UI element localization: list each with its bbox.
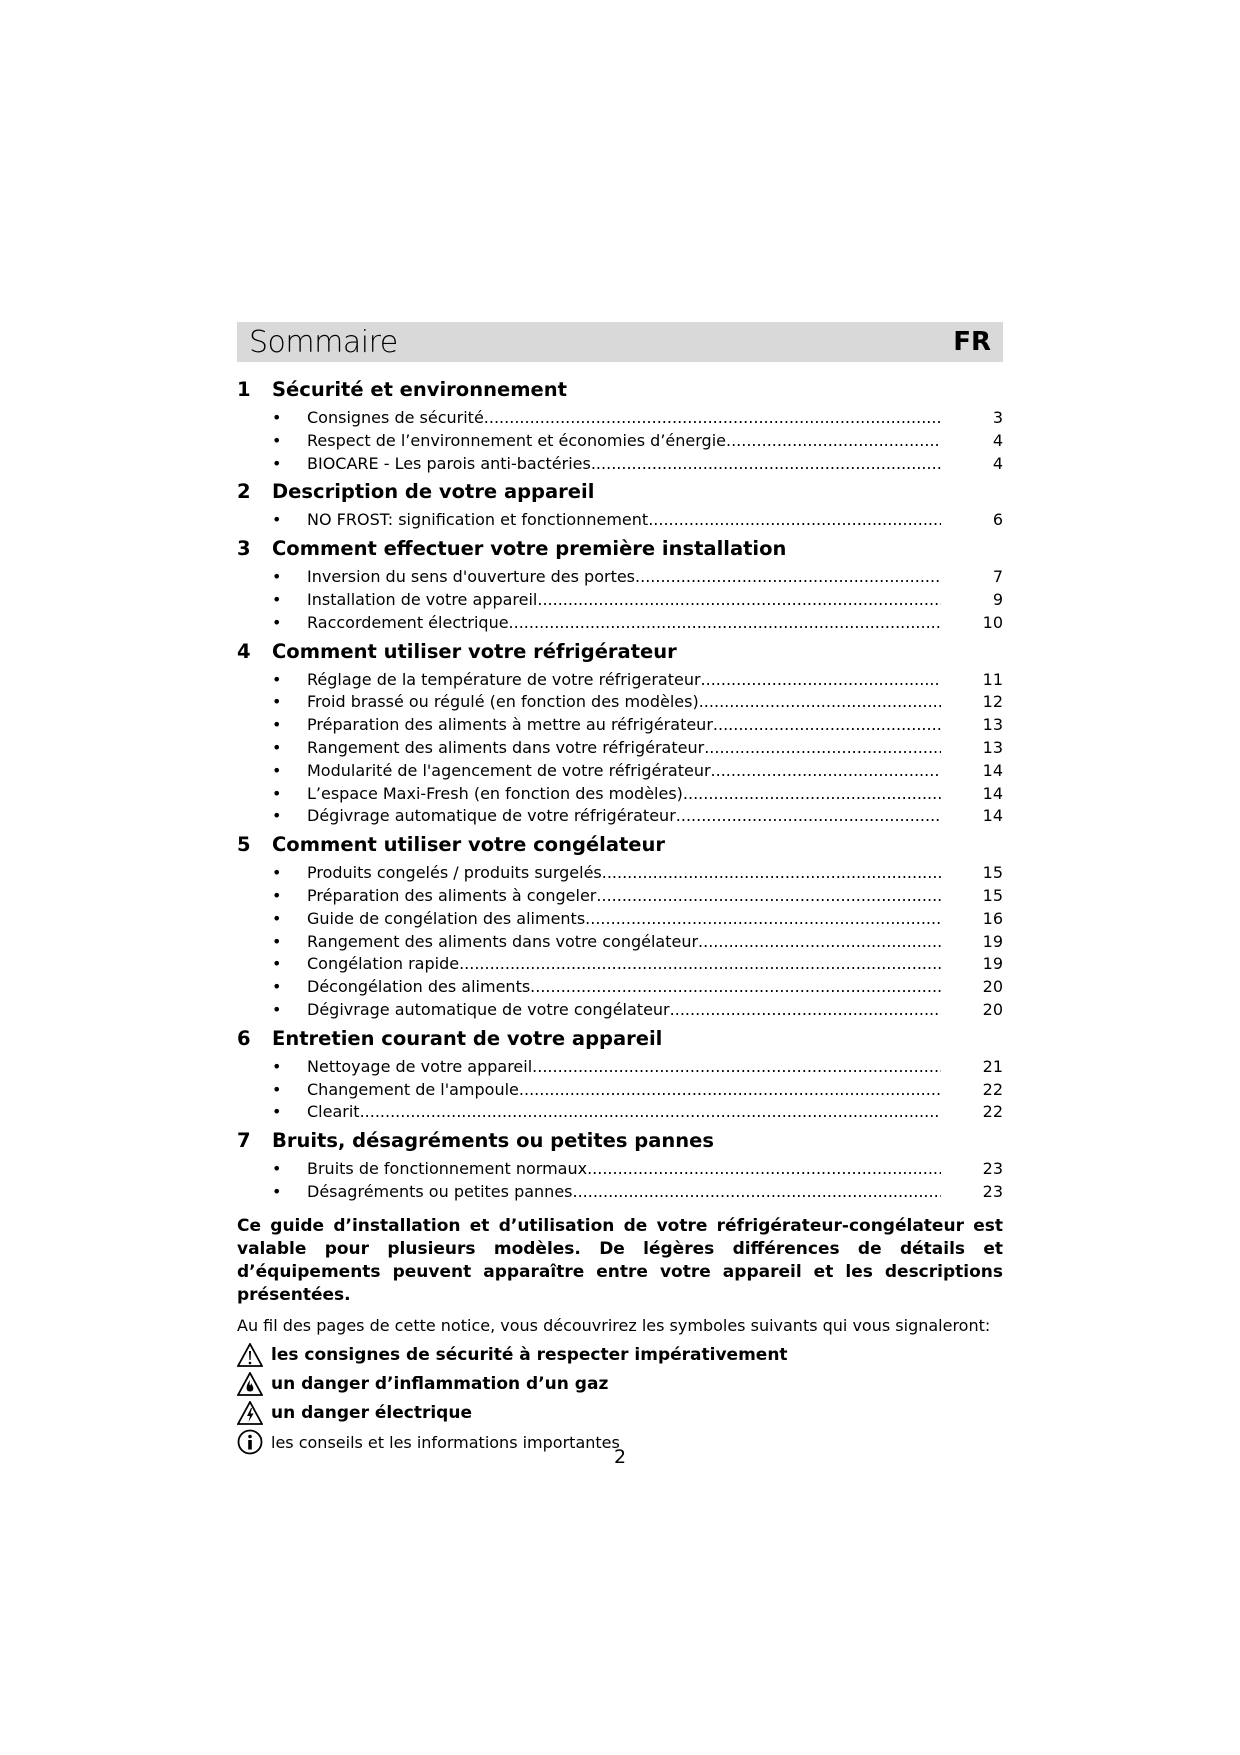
entry-text — [307, 1159, 941, 1178]
dot-leader — [648, 510, 941, 529]
section-title: Bruits, désagréments ou petites pannes — [272, 1129, 714, 1153]
toc-entry[interactable] — [237, 454, 1003, 477]
bullet-icon: • — [272, 669, 282, 689]
entry-label: Dégivrage automatique de votre réfrigérateur — [307, 806, 676, 826]
section-heading[interactable] — [237, 1129, 1003, 1159]
bullet-icon: • — [272, 408, 282, 427]
section-number: 2 — [237, 480, 251, 504]
dot-leader — [532, 1057, 941, 1076]
entry-label: Bruits de fonctionnement normaux — [307, 1159, 588, 1179]
entry-text — [307, 738, 941, 757]
toc-section — [237, 378, 1003, 476]
entry-label: Modularité de l'agencement de votre réfrigérateur — [307, 760, 711, 780]
toc-entry[interactable] — [237, 590, 1003, 613]
bullet-icon: • — [272, 977, 282, 997]
dot-leader — [587, 1159, 941, 1178]
section-heading[interactable] — [237, 537, 1003, 567]
entry-label: Préparation des aliments à mettre au réfrigérateur — [307, 715, 713, 735]
toc-entry[interactable] — [237, 863, 1003, 886]
section-heading[interactable] — [237, 1027, 1003, 1057]
page-number: 2 — [613, 1446, 627, 1468]
entry-page-number: 9 — [992, 589, 1003, 609]
entry-text — [307, 567, 941, 586]
entry-text — [307, 1000, 941, 1019]
entry-label: BIOCARE - Les parois anti-bactéries — [307, 453, 591, 473]
dot-leader — [591, 454, 941, 473]
bullet-icon: • — [272, 692, 282, 712]
entry-page-number: 11 — [982, 669, 1003, 689]
toc-entry[interactable] — [237, 1159, 1003, 1182]
entry-page-number: 14 — [982, 806, 1003, 826]
bullet-icon: • — [272, 510, 282, 530]
dot-leader — [698, 932, 941, 951]
toc-section — [237, 833, 1003, 1023]
entry-label: Raccordement électrique — [307, 612, 509, 632]
bullet-icon: • — [272, 806, 282, 826]
entry-label: Réglage de la température de votre réfrigerateur — [307, 669, 701, 689]
bullet-icon: • — [272, 715, 282, 735]
dot-leader — [530, 977, 941, 996]
toc-section — [237, 537, 1003, 635]
bullet-icon: • — [272, 737, 282, 757]
symbol-legend-item — [237, 1341, 1003, 1370]
entry-text — [307, 613, 941, 632]
bullet-icon: • — [272, 453, 282, 473]
toc-entry[interactable] — [237, 431, 1003, 454]
entry-label: Nettoyage de votre appareil — [307, 1056, 533, 1076]
entry-page-number: 21 — [982, 1056, 1003, 1076]
section-title: Entretien courant de votre appareil — [272, 1026, 663, 1050]
bullet-icon: • — [272, 783, 282, 803]
section-title: Comment utiliser votre réfrigérateur — [272, 639, 677, 663]
section-heading[interactable] — [237, 480, 1003, 510]
toc-entry[interactable] — [237, 1057, 1003, 1080]
entry-page-number: 14 — [982, 783, 1003, 803]
entry-text — [307, 1080, 941, 1099]
bullet-icon: • — [272, 954, 282, 974]
entry-label: Rangement des aliments dans votre réfrigérateur — [307, 737, 705, 757]
dot-leader — [701, 670, 941, 689]
entry-page-number: 16 — [982, 908, 1003, 928]
entry-page-number: 19 — [982, 954, 1003, 974]
toc-entry[interactable] — [237, 1102, 1003, 1125]
bullet-icon: • — [272, 1181, 282, 1201]
flame-warning-icon — [237, 1371, 271, 1397]
entry-text — [307, 408, 941, 427]
bullet-icon: • — [272, 1056, 282, 1076]
validity-note: Ce guide d’installation et d’utilisation de votre réfrigérateur-congélateur est valable pour plusieurs modèles. De légères différences de détails et d’équipements peuvent apparaître entre votre appareil et les descriptions présentées. — [237, 1215, 1003, 1305]
section-heading[interactable] — [237, 833, 1003, 863]
section-title: Comment effectuer votre première installation — [272, 537, 787, 561]
dot-leader — [484, 408, 941, 427]
entry-text — [307, 590, 941, 609]
dot-leader — [704, 738, 941, 757]
entry-label: Inversion du sens d'ouverture des portes — [307, 567, 636, 587]
entry-text — [307, 1102, 941, 1121]
page-title: Sommaire — [249, 324, 398, 360]
symbol-legend — [237, 1341, 1003, 1457]
symbols-intro: Au fil des pages de cette notice, vous découvrirez les symboles suivants qui vous signaleront: — [237, 1315, 991, 1335]
entry-text — [307, 1182, 941, 1201]
symbol-description: les conseils et les informations importantes — [271, 1432, 620, 1452]
dot-leader — [699, 692, 941, 711]
entry-page-number: 10 — [982, 612, 1003, 632]
entry-label: Rangement des aliments dans votre congélateur — [307, 931, 699, 951]
toc-entry[interactable] — [237, 715, 1003, 738]
toc-entry[interactable] — [237, 977, 1003, 1000]
entry-page-number: 6 — [992, 510, 1003, 530]
bullet-icon: • — [272, 999, 282, 1019]
dot-leader — [676, 806, 941, 825]
toc-entry[interactable] — [237, 954, 1003, 977]
entry-label: Décongélation des aliments — [307, 977, 531, 997]
section-number: 7 — [237, 1129, 251, 1153]
table-of-contents — [237, 378, 1003, 1205]
dot-leader — [635, 567, 941, 586]
section-heading[interactable] — [237, 640, 1003, 670]
dot-leader — [360, 1102, 941, 1121]
dot-leader — [509, 613, 941, 632]
entry-text — [307, 784, 941, 803]
toc-entry[interactable] — [237, 613, 1003, 636]
entry-page-number: 13 — [982, 737, 1003, 757]
dot-leader — [670, 1000, 941, 1019]
entry-text — [307, 761, 941, 780]
entry-page-number: 15 — [982, 885, 1003, 905]
entry-label: Clearit — [307, 1102, 360, 1122]
entry-label: Froid brassé ou régulé (en fonction des modèles) — [307, 692, 699, 712]
toc-entry[interactable] — [237, 738, 1003, 761]
language-code: FR — [953, 327, 991, 357]
entry-label: L’espace Maxi-Fresh (en fonction des modèles) — [307, 783, 683, 803]
toc-section — [237, 1027, 1003, 1125]
dot-leader — [573, 1182, 942, 1201]
section-heading[interactable] — [237, 378, 1003, 408]
bullet-icon: • — [272, 567, 282, 587]
dot-leader — [585, 909, 941, 928]
entry-label: Congélation rapide — [307, 954, 460, 974]
entry-page-number: 3 — [992, 408, 1003, 427]
entry-label: Guide de congélation des aliments — [307, 908, 586, 928]
entry-page-number: 7 — [992, 567, 1003, 587]
dot-leader — [459, 954, 941, 973]
entry-label: Consignes de sécurité — [307, 408, 484, 427]
bullet-icon: • — [272, 760, 282, 780]
entry-label: Dégivrage automatique de votre congélateur — [307, 999, 670, 1019]
section-number: 6 — [237, 1026, 251, 1050]
entry-page-number: 13 — [982, 715, 1003, 735]
entry-page-number: 23 — [982, 1159, 1003, 1179]
bullet-icon: • — [272, 1102, 282, 1122]
toc-entry[interactable] — [237, 761, 1003, 784]
document-page — [237, 322, 1003, 1457]
symbol-legend-item — [237, 1370, 1003, 1399]
bullet-icon: • — [272, 612, 282, 632]
entry-page-number: 22 — [982, 1079, 1003, 1099]
entry-text — [307, 932, 941, 951]
entry-label: NO FROST: signification et fonctionnement — [307, 510, 649, 530]
toc-entry[interactable] — [237, 886, 1003, 909]
entry-text — [307, 431, 941, 450]
dot-leader — [726, 431, 941, 450]
entry-text — [307, 1057, 941, 1076]
dot-leader — [602, 863, 941, 882]
entry-text — [307, 806, 941, 825]
bullet-icon: • — [272, 885, 282, 905]
section-title: Description de votre appareil — [272, 480, 595, 504]
bullet-icon: • — [272, 589, 282, 609]
toc-entry[interactable] — [237, 1080, 1003, 1103]
entry-text — [307, 977, 941, 996]
entry-text — [307, 454, 941, 473]
entry-page-number: 12 — [982, 692, 1003, 712]
entry-text — [307, 909, 941, 928]
entry-label: Désagréments ou petites pannes — [307, 1181, 573, 1201]
entry-page-number: 14 — [982, 760, 1003, 780]
entry-page-number: 20 — [982, 977, 1003, 997]
symbol-legend-item — [237, 1399, 1003, 1428]
bullet-icon: • — [272, 908, 282, 928]
toc-section — [237, 480, 1003, 533]
toc-entry[interactable] — [237, 806, 1003, 829]
toc-entry[interactable] — [237, 932, 1003, 955]
section-title: Comment utiliser votre congélateur — [272, 833, 666, 857]
warning-triangle-icon — [237, 1342, 271, 1368]
toc-entry[interactable] — [237, 510, 1003, 533]
entry-text — [307, 886, 941, 905]
section-title: Sécurité et environnement — [272, 378, 567, 401]
entry-label: Produits congelés / produits surgelés — [307, 863, 602, 883]
dot-leader — [713, 715, 941, 734]
dot-leader — [519, 1080, 941, 1099]
toc-entry[interactable] — [237, 567, 1003, 590]
bullet-icon: • — [272, 1079, 282, 1099]
symbol-description: un danger d’inflammation d’un gaz — [271, 1374, 609, 1395]
entry-page-number: 4 — [992, 430, 1003, 450]
contents-header — [237, 322, 1003, 362]
section-number: 4 — [237, 639, 251, 663]
toc-section — [237, 1129, 1003, 1205]
entry-text — [307, 692, 941, 711]
entry-text — [307, 863, 941, 882]
entry-text — [307, 670, 941, 689]
entry-page-number: 22 — [982, 1102, 1003, 1122]
toc-section — [237, 640, 1003, 830]
dot-leader — [683, 784, 941, 803]
dot-leader — [596, 886, 941, 905]
entry-text — [307, 715, 941, 734]
toc-entry[interactable] — [237, 1182, 1003, 1205]
section-number: 5 — [237, 833, 251, 857]
bullet-icon: • — [272, 931, 282, 951]
toc-entry[interactable] — [237, 909, 1003, 932]
entry-label: Changement de l'ampoule — [307, 1079, 519, 1099]
bullet-icon: • — [272, 1159, 282, 1179]
entry-text — [307, 510, 941, 529]
toc-entry[interactable] — [237, 1000, 1003, 1023]
symbol-description: les consignes de sécurité à respecter impérativement — [271, 1345, 788, 1366]
bullet-icon: • — [272, 430, 282, 450]
entry-text — [307, 954, 941, 973]
electric-warning-icon — [237, 1400, 271, 1426]
entry-label: Préparation des aliments à congeler — [307, 885, 597, 905]
bullet-icon: • — [272, 863, 282, 883]
entry-page-number: 19 — [982, 931, 1003, 951]
entry-label: Installation de votre appareil — [307, 589, 538, 609]
dot-leader — [537, 590, 941, 609]
toc-entry[interactable] — [237, 670, 1003, 693]
entry-page-number: 15 — [982, 863, 1003, 883]
entry-label: Respect de l’environnement et économies d’énergie — [307, 430, 726, 450]
entry-page-number: 4 — [992, 453, 1003, 473]
entry-page-number: 23 — [982, 1181, 1003, 1201]
toc-entry[interactable] — [237, 692, 1003, 715]
toc-entry[interactable] — [237, 408, 1003, 431]
section-number: 3 — [237, 537, 251, 561]
entry-page-number: 20 — [982, 999, 1003, 1019]
toc-entry[interactable] — [237, 784, 1003, 807]
section-number: 1 — [237, 378, 251, 401]
dot-leader — [711, 761, 941, 780]
symbol-description: un danger électrique — [271, 1403, 472, 1424]
